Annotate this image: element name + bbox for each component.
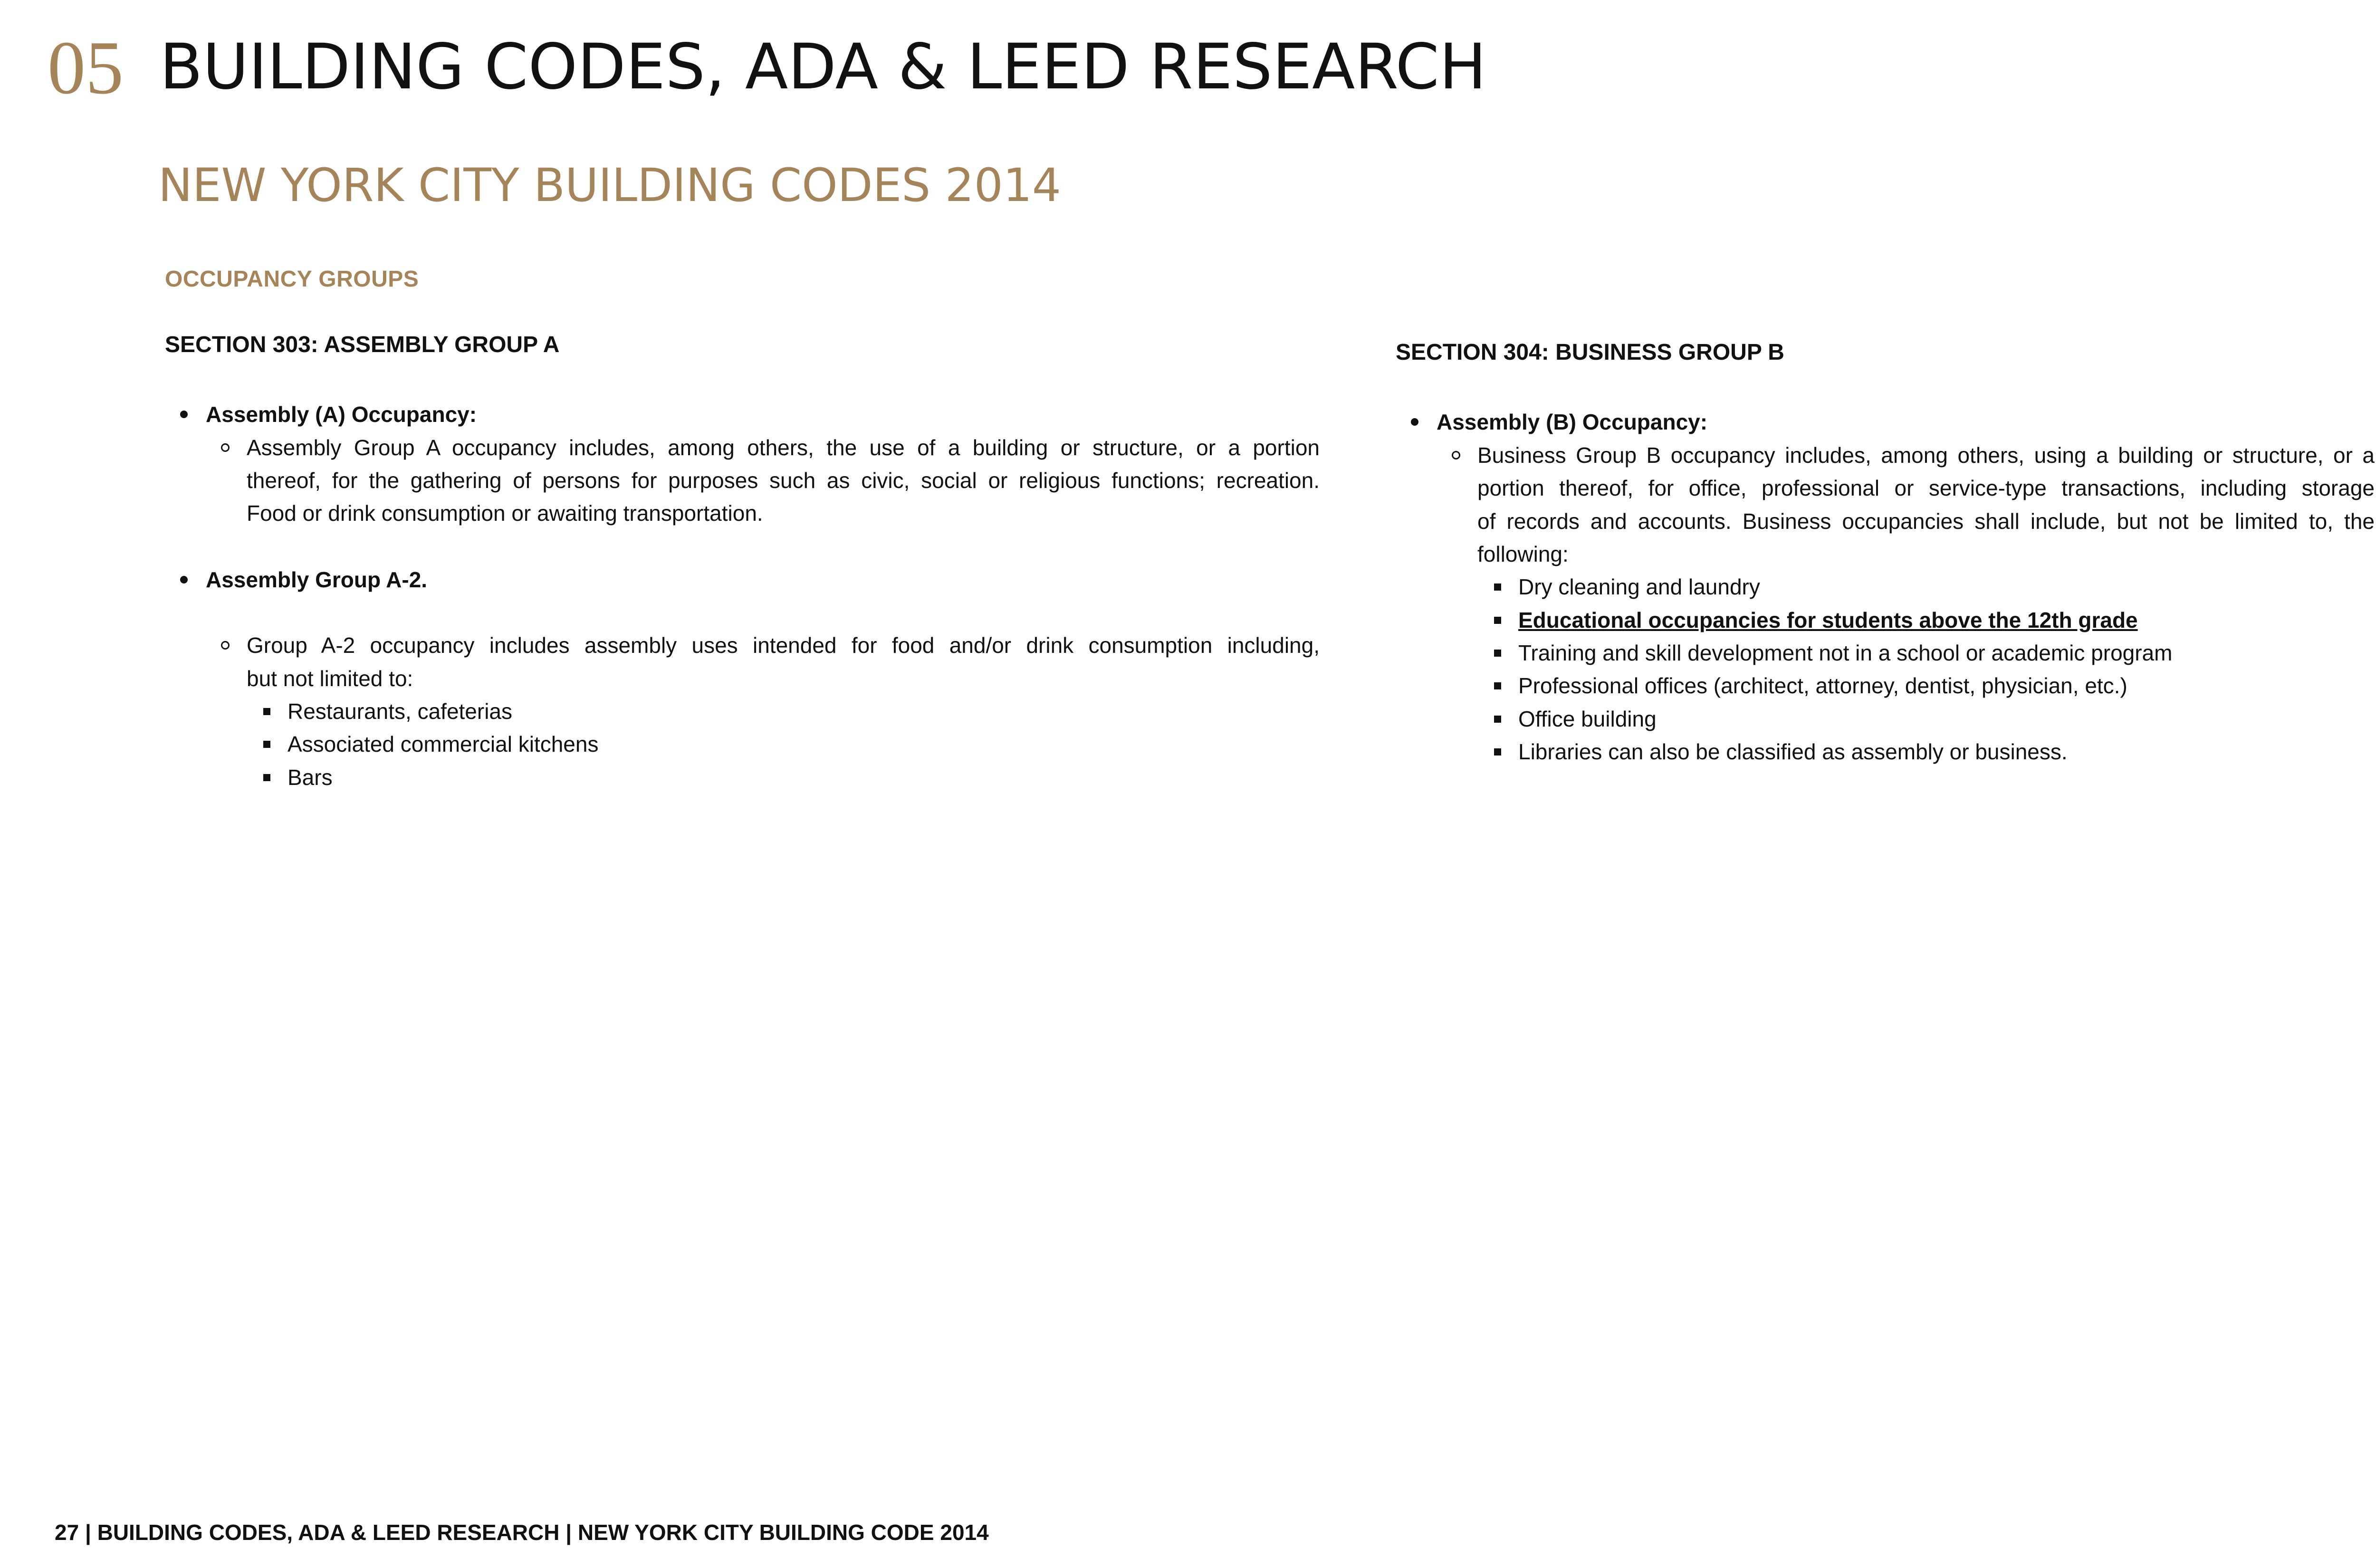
list-item	[1396, 703, 1657, 736]
bullet-disc-icon	[1411, 418, 1418, 426]
list-item-text: Associated commercial kitchens	[287, 732, 599, 756]
paragraph-line: Food or drink consumption or awaiting transportation.	[247, 501, 763, 526]
list-item	[1396, 637, 2172, 669]
bullet-disc-icon	[180, 576, 188, 583]
bullet-square-icon	[263, 774, 270, 781]
list-item-text: Dry cleaning and laundry	[1518, 574, 1760, 599]
list-item-continuation	[165, 497, 1320, 530]
list-item-text: Bars	[287, 765, 333, 790]
list-item	[1396, 406, 2375, 439]
chapter-number: 05	[48, 25, 124, 110]
bullet-circle-icon	[221, 443, 230, 452]
paragraph-line: Group A-2 occupancy includes assembly uses intended for food and/or drink consumption including,	[247, 633, 1320, 658]
bullet-square-icon	[1494, 617, 1501, 624]
list-item	[165, 398, 1320, 431]
bullet-square-icon	[1494, 682, 1501, 689]
list-item	[1396, 736, 2068, 768]
list-item	[165, 728, 598, 761]
paragraph-line: portion thereof, for office, professional or service-type transactions, including storage	[1477, 476, 2375, 500]
list-item	[1396, 604, 2138, 637]
list-item-text-highlighted: Educational occupancies for students above the 12th grade	[1518, 608, 2138, 632]
list-item-continuation	[1396, 538, 2375, 571]
bullet-circle-icon	[1452, 451, 1460, 459]
bullet-square-icon	[263, 708, 270, 715]
list-item	[165, 695, 512, 728]
list-item-text: Professional offices (architect, attorney, dentist, physician, etc.)	[1518, 673, 2127, 698]
bullet-square-icon	[1494, 650, 1501, 657]
paragraph-line: of records and accounts. Business occupancies shall include, but not be limited to, the	[1477, 509, 2375, 534]
list-item-continuation	[1396, 472, 2375, 505]
list-item-continuation	[165, 464, 1320, 497]
list-item	[165, 629, 1320, 662]
item-title: Assembly Group A-2.	[206, 567, 428, 592]
list-item	[165, 431, 1320, 464]
page-footer: 27 | BUILDING CODES, ADA & LEED RESEARCH | NEW YORK CITY BUILDING CODE 2014	[55, 1520, 989, 1545]
section-label: OCCUPANCY GROUPS	[165, 267, 419, 292]
section-304-heading: SECTION 304: BUSINESS GROUP B	[1396, 340, 1784, 365]
list-item-continuation	[1396, 505, 2375, 538]
bullet-square-icon	[1494, 748, 1501, 755]
paragraph-line: Assembly Group A occupancy includes, among others, the use of a building or structure, or a portion	[247, 435, 1320, 460]
list-item-text: Office building	[1518, 707, 1657, 731]
chapter-title: BUILDING CODES, ADA & LEED RESEARCH	[160, 30, 1486, 104]
paragraph-line: following:	[1477, 542, 1569, 566]
bullet-disc-icon	[180, 411, 188, 418]
item-title: Assembly (A) Occupancy:	[206, 402, 477, 427]
bullet-square-icon	[1494, 583, 1501, 591]
bullet-square-icon	[263, 741, 270, 748]
paragraph-line: Business Group B occupancy includes, among others, using a building or structure, or a	[1477, 443, 2375, 468]
list-item	[1396, 439, 2375, 472]
paragraph-line: thereof, for the gathering of persons for purposes such as civic, social or religious functions; recreation.	[247, 468, 1320, 493]
paragraph-line: but not limited to:	[247, 666, 413, 691]
list-item-text: Restaurants, cafeterias	[287, 699, 513, 724]
item-title: Assembly (B) Occupancy:	[1437, 410, 1708, 434]
bullet-square-icon	[1494, 716, 1501, 723]
list-item-continuation	[165, 662, 1320, 695]
list-item	[165, 564, 1320, 596]
section-303-heading: SECTION 303: ASSEMBLY GROUP A	[165, 332, 560, 357]
list-item	[1396, 571, 1760, 603]
page-subtitle: NEW YORK CITY BUILDING CODES 2014	[158, 159, 1061, 212]
list-item	[1396, 669, 2127, 702]
list-item-text: Training and skill development not in a school or academic program	[1518, 641, 2173, 665]
list-item-text: Libraries can also be classified as assembly or business.	[1518, 739, 2068, 764]
bullet-circle-icon	[221, 641, 230, 650]
list-item	[165, 761, 333, 794]
